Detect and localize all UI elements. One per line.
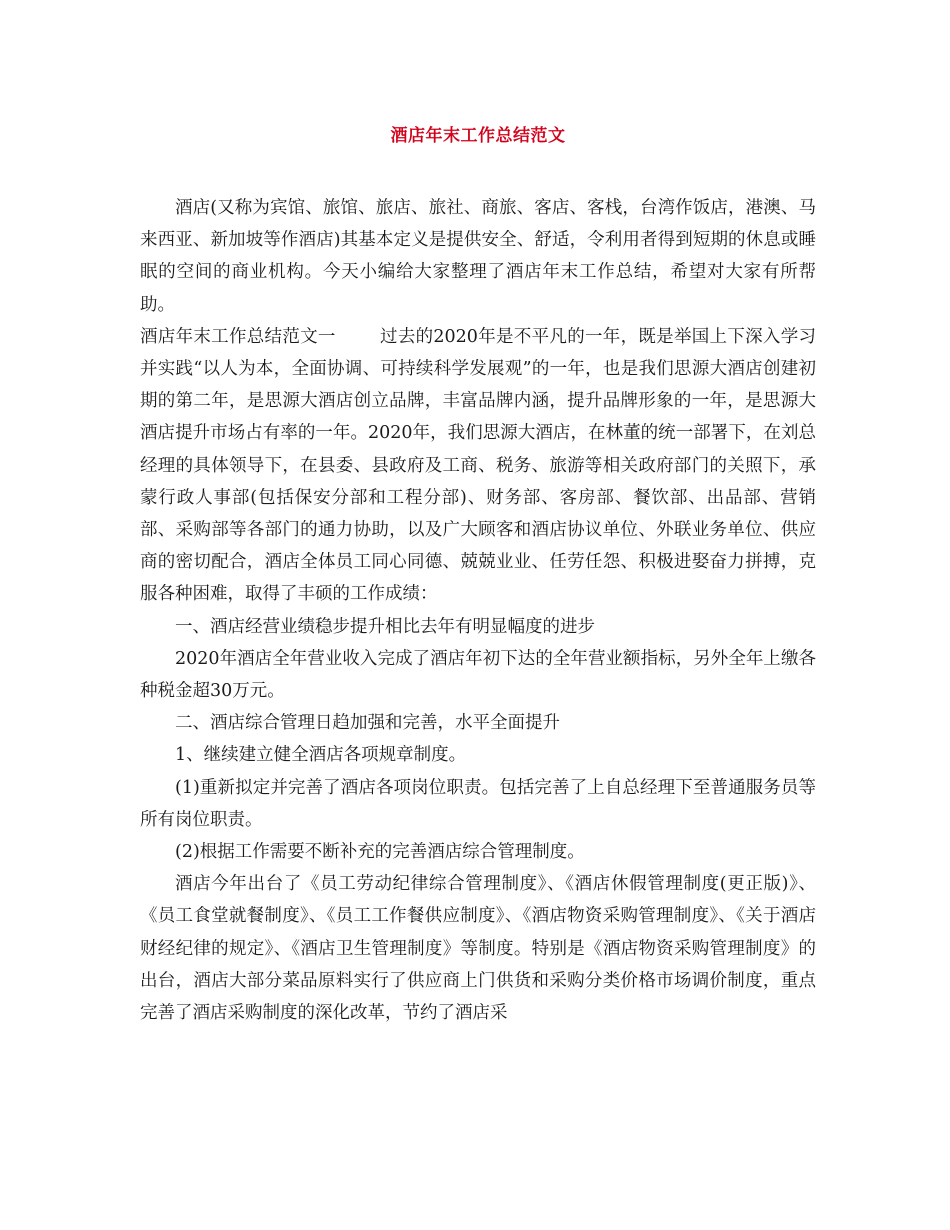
document-title: 酒店年末工作总结范文 <box>390 126 566 146</box>
sub-item-one: (1)重新拟定并完善了酒店各项岗位职责。包括完善了上自总经理下至普通服务员等所有岗位职责。 <box>140 777 816 830</box>
revenue-paragraph: 2020年酒店全年营业收入完成了酒店年初下达的全年营业额指标，另外全年上缴各种税金超30万元。 <box>140 648 816 702</box>
heading-one: 一、酒店经营业绩稳步提升相比去年有明显幅度的进步 <box>175 616 595 637</box>
section-paragraph <box>140 321 816 611</box>
section-text: 过去的2020年是不平凡的一年，既是举国上下深入学习并实践“以人为本，全面协调、可持续科学发展观”的一年，也是我们思源大酒店创建初期的第二年，是思源大酒店创立品牌，丰富品牌内涵，提升品牌形象的一年，是思源大酒店提升市场占有率的一年。2020年，我们思源大酒店，在林董的统一部署下，在刘总经理的具体领导下，在县委、县政府及工商、税务、旅游等相关政府部门的关照下，承蒙行政人事部(包括保安分部和工程分部)、财务部、客房部、餐饮部、出品部、营销部、采购部等各部门的通力协助，以及广大顾客和酒店协议单位、外联业务单位、供应商的密切配合，酒店全体员工同心同德、兢兢业业、任劳任怨、积极进娶奋力拼搏，克服各种困难，取得了丰硕的工作成绩： <box>140 326 817 605</box>
sub-item-two: (2)根据工作需要不断补充的完善酒店综合管理制度。 <box>175 842 585 863</box>
heading-two: 二、酒店综合管理日趋加强和完善，水平全面提升 <box>175 713 560 734</box>
item-one: 1、继续建立健全酒店各项规章制度。 <box>175 745 467 766</box>
intro-paragraph: 酒店(又称为宾馆、旅馆、旅店、旅社、商旅、客店、客栈，台湾作饭店，港澳、马来西亚、新加坡等作酒店)其基本定义是提供安全、舒适，令利用者得到短期的休息或睡眠的空间的商业机构。今天小编给大家整理了酒店年末工作总结，希望对大家有所帮助。 <box>140 198 816 315</box>
section-heading: 酒店年末工作总结范文一 <box>140 326 336 347</box>
document-body <box>140 192 816 1029</box>
regulations-paragraph: 酒店今年出台了《员工劳动纪律综合管理制度》、《酒店休假管理制度(更正版)》、《员工食堂就餐制度》、《员工工作餐供应制度》、《酒店物资采购管理制度》、《关于酒店财经纪律的规定》、《酒店卫生管理制度》等制度。特别是《酒店物资采购管理制度》的出台，酒店大部分菜品原料实行了供应商上门供货和采购分类价格市场调价制度，重点完善了酒店采购制度的深化改革，节约了酒店采 <box>140 874 816 1024</box>
